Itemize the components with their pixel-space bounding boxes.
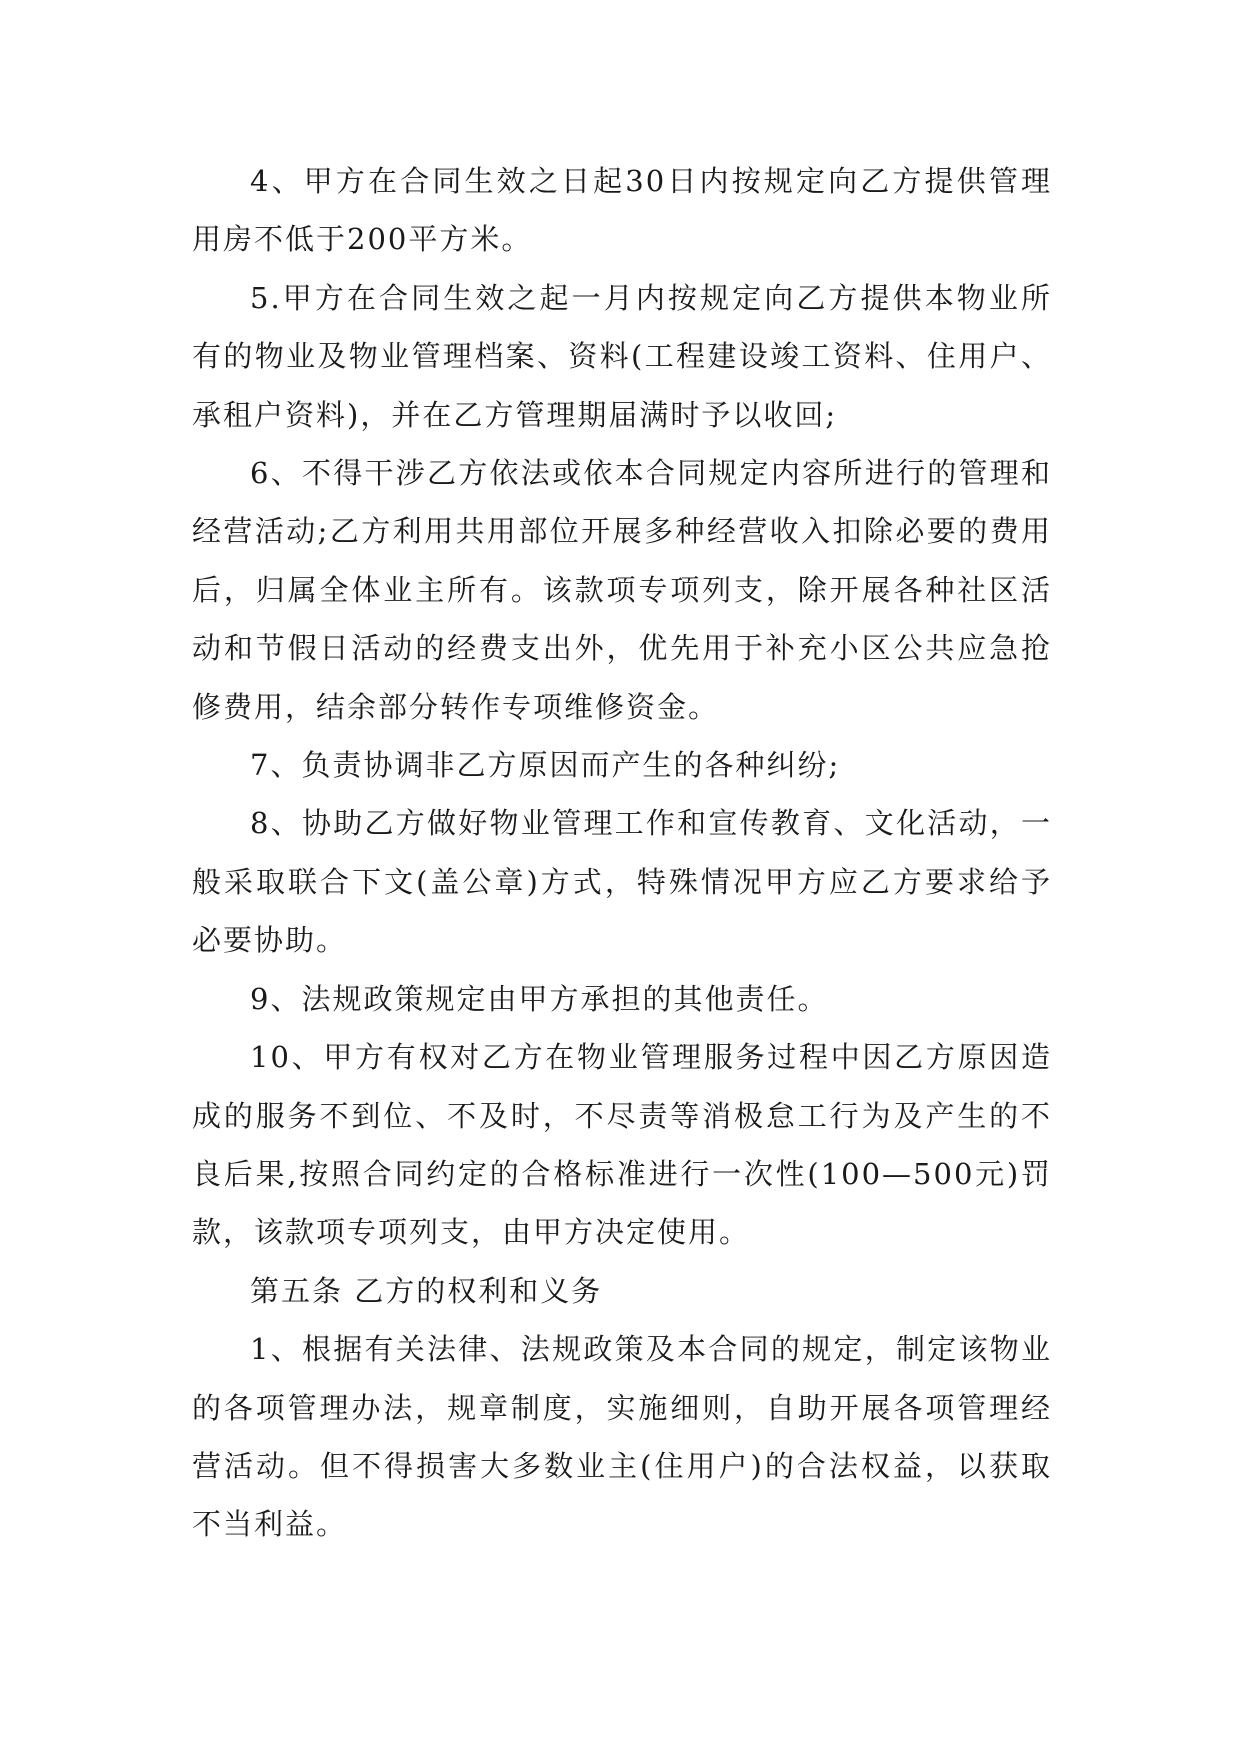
clause-10: 10、甲方有权对乙方在物业管理服务过程中因乙方原因造成的服务不到位、不及时，不尽责等消极怠工行为及产生的不良后果,按照合同约定的合格标准进行一次性(100—500元)罚款，该款项专项列支，由甲方决定使用。 [192,1040,1052,1250]
clause-9: 9、法规政策规定由甲方承担的其他责任。 [250,981,829,1016]
clause-4: 4、甲方在合同生效之日起30日内按规定向乙方提供管理用房不低于200平方米。 [192,164,1052,257]
section-clause-1: 1、根据有关法律、法规政策及本合同的规定，制定该物业的各项管理办法，规章制度，实施细则，自助开展各项管理经营活动。但不得损害大多数业主(住用户)的合法权益，以获取不当利益。 [192,1332,1052,1542]
clause-8: 8、协助乙方做好物业管理工作和宣传教育、文化活动，一般采取联合下文(盖公章)方式，特殊情况甲方应乙方要求给予必要协助。 [192,806,1052,958]
clause-6: 6、不得干涉乙方依法或依本合同规定内容所进行的管理和经营活动;乙方利用共用部位开展多种经营收入扣除必要的费用后，归属全体业主所有。该款项专项列支，除开展各种社区活动和节假日活动的经费支出外，优先用于补充小区公共应急抢修费用，结余部分转作专项维修资金。 [192,456,1052,724]
section-heading: 第五条 乙方的权利和义务 [250,1273,603,1308]
clause-7: 7、负责协调非乙方原因而产生的各种纠纷; [250,748,841,783]
document-body [192,152,1052,1554]
clause-5: 5.甲方在合同生效之起一月内按规定向乙方提供本物业所有的物业及物业管理档案、资料(工程建设竣工资料、住用户、承租户资料)，并在乙方管理期届满时予以收回; [192,280,1052,432]
